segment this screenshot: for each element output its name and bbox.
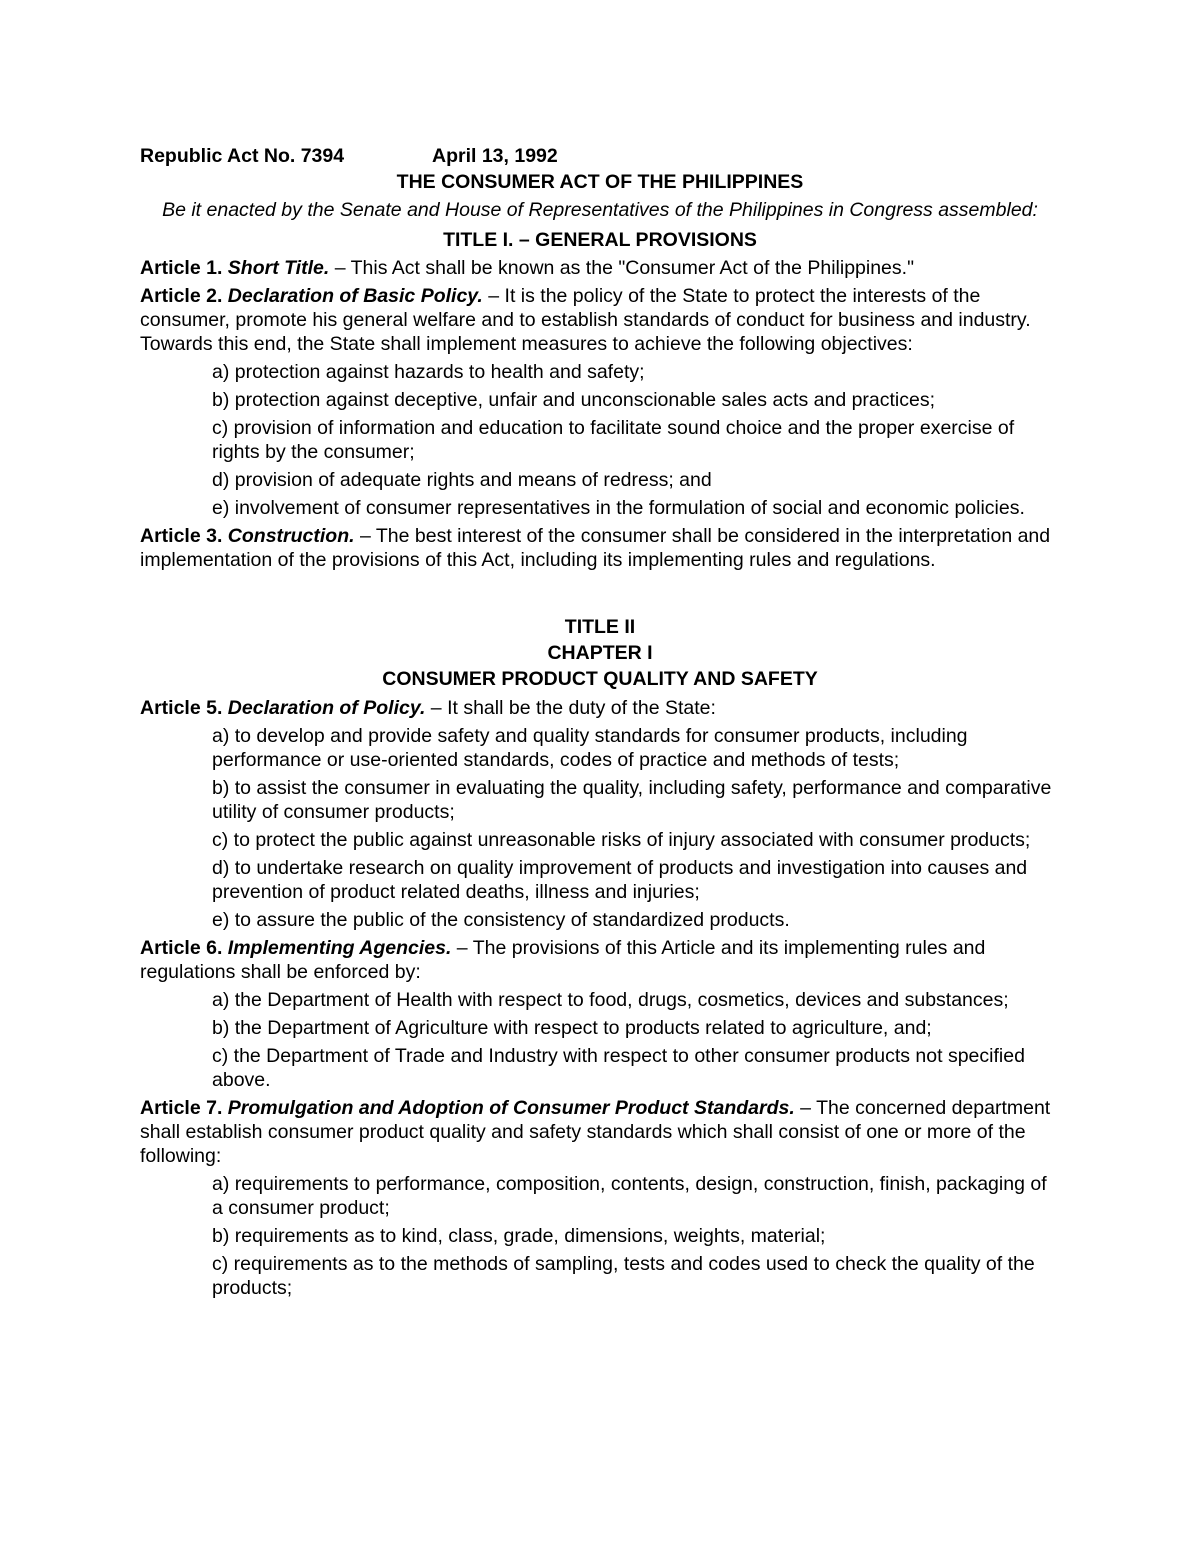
article-text: – This Act shall be known as the "Consumer Act of the Philippines." (329, 257, 914, 279)
list-item: d) to undertake research on quality improvement of products and investigation into causes and prevention of product related deaths, illness and injuries; (212, 857, 1028, 903)
article-name: Construction. (227, 525, 355, 547)
chapter-heading: CHAPTER I (547, 642, 653, 664)
act-header (140, 140, 1060, 168)
article-label: Article 2. (140, 285, 223, 307)
article-text: – It shall be the duty of the State: (425, 697, 716, 719)
list-item: b) requirements as to kind, class, grade, dimensions, weights, material; (212, 1225, 826, 1247)
article-name: Declaration of Basic Policy. (227, 285, 483, 307)
list-item: e) to assure the public of the consistency of standardized products. (212, 909, 790, 931)
article-6 (140, 936, 1060, 984)
list-item: c) requirements as to the methods of sampling, tests and codes used to check the quality of the products; (212, 1253, 1035, 1299)
article-1 (140, 256, 1060, 280)
article-name: Implementing Agencies. (227, 937, 452, 959)
list-item: a) to develop and provide safety and quality standards for consumer products, including performance or use-oriented standards, codes of practice and methods of tests; (212, 725, 968, 771)
list-item: e) involvement of consumer representatives in the formulation of social and economic policies. (212, 497, 1025, 519)
list-item: b) protection against deceptive, unfair and unconscionable sales acts and practices; (212, 389, 936, 411)
act-date: April 13, 1992 (432, 145, 558, 167)
article-name: Short Title. (227, 257, 330, 279)
article-3 (140, 524, 1060, 572)
list-item: b) to assist the consumer in evaluating the quality, including safety, performance and comparative utility of consumer products; (212, 777, 1052, 823)
article-label: Article 6. (140, 937, 223, 959)
enacting-clause: Be it enacted by the Senate and House of Representatives of the Philippines in Congress assembled: (162, 199, 1038, 221)
article-text: – The concerned department shall establish consumer product quality and safety standards which shall consist of one or more of the following: (140, 1097, 1051, 1167)
article-name: Declaration of Policy. (227, 697, 426, 719)
list-item: d) provision of adequate rights and means of redress; and (212, 469, 712, 491)
document-page (140, 140, 1060, 1300)
article-label: Article 5. (140, 697, 223, 719)
article-label: Article 3. (140, 525, 223, 547)
act-title: THE CONSUMER ACT OF THE PHILIPPINES (396, 171, 804, 193)
article-text: – The provisions of this Article and its implementing rules and regulations shall be enforced by: (140, 937, 986, 983)
article-label: Article 1. (140, 257, 223, 279)
list-item: a) requirements to performance, composition, contents, design, construction, finish, packaging of a consumer product; (212, 1173, 1047, 1219)
chapter-title: CONSUMER PRODUCT QUALITY AND SAFETY (382, 668, 818, 690)
list-item: b) the Department of Agriculture with respect to products related to agriculture, and; (212, 1017, 932, 1039)
title-1-heading: TITLE I. – GENERAL PROVISIONS (443, 229, 757, 251)
section-spacer (140, 572, 1060, 614)
article-5 (140, 696, 1060, 720)
article-name: Promulgation and Adoption of Consumer Product Standards. (227, 1097, 795, 1119)
list-item: c) the Department of Trade and Industry with respect to other consumer products not specified above. (212, 1045, 1025, 1091)
list-item: c) provision of information and education to facilitate sound choice and the proper exercise of rights by the consumer; (212, 417, 1015, 463)
list-item: a) protection against hazards to health and safety; (212, 361, 645, 383)
article-7 (140, 1096, 1060, 1168)
act-number: Republic Act No. 7394 (140, 145, 345, 167)
article-text: – It is the policy of the State to protect the interests of the consumer, promote his general welfare and to establish standards of conduct for business and industry. Towards this end, the State shall implement measures to achieve the following objectives: (140, 285, 1031, 355)
title-2-heading: TITLE II (564, 616, 636, 638)
article-text: – The best interest of the consumer shall be considered in the interpretation and implementation of the provisions of this Act, including its implementing rules and regulations. (140, 525, 1051, 571)
article-2 (140, 284, 1060, 356)
article-label: Article 7. (140, 1097, 223, 1119)
list-item: c) to protect the public against unreasonable risks of injury associated with consumer products; (212, 829, 1031, 851)
list-item: a) the Department of Health with respect to food, drugs, cosmetics, devices and substances; (212, 989, 1009, 1011)
